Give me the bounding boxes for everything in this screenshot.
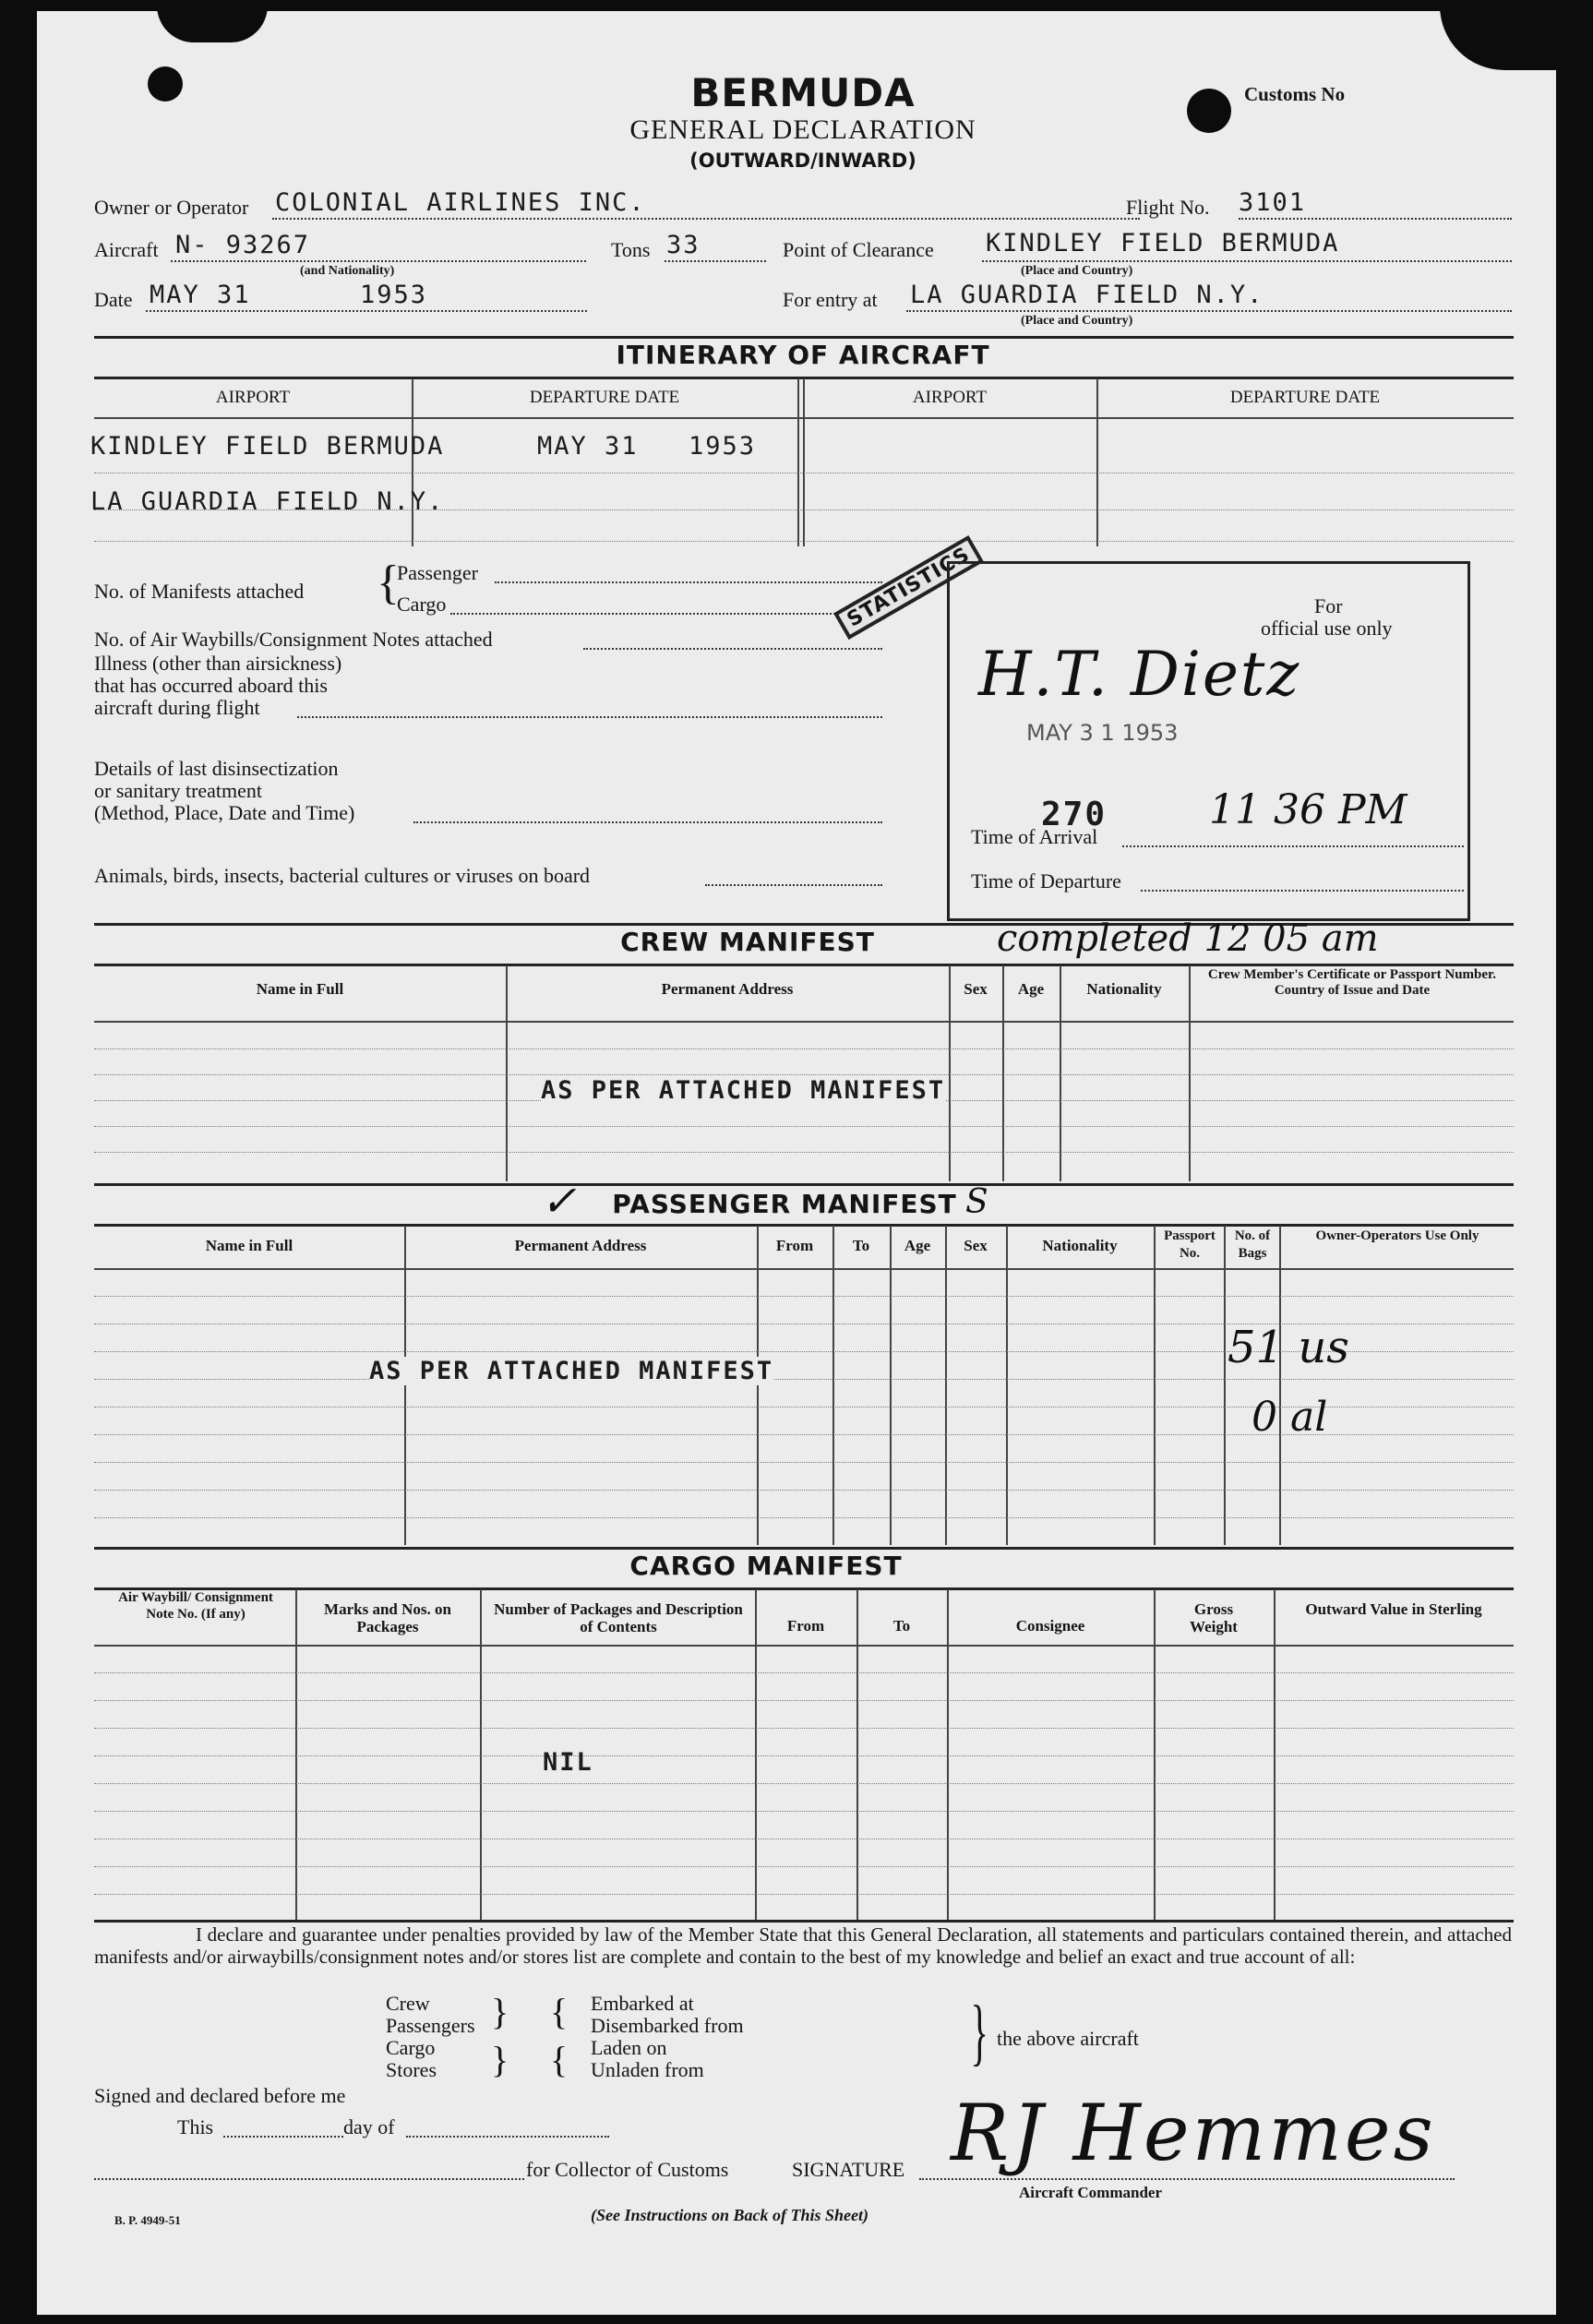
- col-divider: [797, 378, 799, 546]
- cargo-col-marks: Marks and Nos. on Packages: [324, 1600, 451, 1635]
- collector-line: [94, 2178, 524, 2180]
- col-divider: [506, 965, 508, 1181]
- col-divider: [757, 1226, 759, 1545]
- crew-col-age: Age: [1017, 980, 1045, 998]
- decl-laden: Laden on: [591, 2036, 667, 2059]
- col-divider: [890, 1226, 892, 1545]
- pax-col-sex: Sex: [964, 1237, 988, 1254]
- time-arrival-line: [1122, 845, 1464, 847]
- rule: [94, 1547, 1514, 1550]
- cargo-col-weight: Gross Weight: [1190, 1600, 1238, 1635]
- rule: [94, 1587, 1514, 1590]
- flight-value: 3101: [1239, 188, 1307, 217]
- col-divider: [480, 1589, 482, 1920]
- date-value-md: MAY 31: [150, 281, 251, 309]
- form-number: B. P. 4949-51: [114, 2213, 181, 2227]
- row-line: [94, 1126, 1514, 1127]
- cargo-col-from: From: [786, 1617, 825, 1635]
- pax-col-from: From: [775, 1237, 814, 1254]
- crew-note: completed 12 05 am: [997, 917, 1379, 960]
- manifest-brace: {: [377, 557, 400, 609]
- aircraft-value: N- 93267: [175, 231, 311, 259]
- row-line: [94, 1517, 1514, 1518]
- disinsect-1: Details of last disinsectization: [94, 757, 339, 780]
- day-line: [406, 2136, 609, 2138]
- row-line: [94, 1296, 1514, 1297]
- torn-edge-mark: [1440, 6, 1560, 70]
- animals-line: [705, 884, 882, 886]
- decl-passengers: Passengers: [386, 2014, 475, 2037]
- pax-col-nationality: Nationality: [1042, 1237, 1118, 1254]
- form-subtitle: (OUTWARD/INWARD): [689, 150, 916, 172]
- date-line: [146, 310, 587, 312]
- official-use-label: official use only: [1261, 617, 1393, 640]
- illness-line: [297, 716, 882, 718]
- disinsect-3: (Method, Place, Date and Time): [94, 801, 355, 824]
- row-line: [94, 1700, 1514, 1701]
- row-line: [94, 1728, 1514, 1729]
- country-title: BERMUDA: [690, 70, 916, 115]
- rule: [94, 417, 1514, 419]
- rule: [94, 1920, 1514, 1923]
- tons-label: Tons: [611, 238, 651, 261]
- decl-disembarked: Disembarked from: [591, 2014, 744, 2037]
- official-number: 270: [1041, 796, 1108, 833]
- owner-label: Owner or Operator: [94, 196, 249, 219]
- itinerary-row1-airport: KINDLEY FIELD BERMUDA: [90, 432, 445, 461]
- passenger-note-2: 0 al: [1252, 1394, 1328, 1441]
- date-label: Date: [94, 288, 133, 311]
- decl-embarked: Embarked at: [591, 1992, 694, 2015]
- declaration-text: I declare and guarantee under penalties provided by law of the Member State that this General Declaration, all statements and particulars contained therein, and attached manifests and/or airwaybills/consignment notes and/or stores list are complete and contain to the best of my knowledge and belief an exact and true account of all:: [94, 1923, 1512, 1968]
- cargo-col-packages: Number of Packages and Description of Contents: [494, 1600, 743, 1635]
- cargo-col-to: To: [892, 1617, 911, 1635]
- for-label: For: [1314, 594, 1343, 617]
- entry-line: [906, 310, 1512, 312]
- time-departure-label: Time of Departure: [971, 869, 1121, 892]
- passenger-label: Passenger: [397, 561, 478, 584]
- col-divider: [1224, 1226, 1226, 1545]
- rule: [94, 1268, 1514, 1270]
- col-divider: [1006, 1226, 1008, 1545]
- brace: }: [491, 2039, 509, 2080]
- flight-line: [1239, 218, 1512, 220]
- col-divider: [1154, 1589, 1156, 1920]
- decl-unladen: Unladen from: [591, 2058, 704, 2081]
- decl-this: This: [177, 2115, 214, 2138]
- crew-col-sex: Sex: [964, 980, 988, 998]
- tons-line: [665, 260, 766, 262]
- punch-hole: [1187, 89, 1231, 133]
- brace: {: [550, 2039, 569, 2080]
- owner-value: COLONIAL AIRLINES INC.: [275, 188, 646, 217]
- col-divider: [949, 965, 951, 1181]
- form-title: GENERAL DECLARATION: [629, 114, 976, 145]
- punch-hole: [148, 66, 183, 102]
- customs-no-label: Customs No: [1244, 83, 1346, 105]
- this-line: [223, 2136, 343, 2138]
- brace: {: [550, 1991, 569, 2032]
- statistics-stamp: STATISTICS: [833, 535, 984, 640]
- officer-signature: H.T. Dietz: [978, 639, 1301, 710]
- pax-col-bags: No. of Bags: [1234, 1228, 1271, 1261]
- flight-label: Flight No.: [1126, 196, 1210, 219]
- passenger-title-suffix: S: [965, 1183, 988, 1221]
- pax-col-name: Name in Full: [205, 1237, 293, 1254]
- time-arrival-value: 11 36 PM: [1209, 786, 1407, 833]
- rule: [94, 1645, 1514, 1647]
- disinsect-2: or sanitary treatment: [94, 779, 263, 802]
- box-edge: [1467, 561, 1470, 921]
- illness-3: aircraft during flight: [94, 696, 260, 719]
- crew-col-nationality: Nationality: [1086, 980, 1162, 998]
- aircraft-label: Aircraft: [94, 238, 159, 261]
- itinerary-row1-date-year: 1953: [689, 432, 757, 461]
- row-line: [94, 1152, 1514, 1153]
- col-divider: [1279, 1226, 1281, 1545]
- rule: [94, 1183, 1514, 1186]
- pax-col-age: Age: [904, 1237, 931, 1254]
- col-divider: [945, 1226, 947, 1545]
- instructions: (See Instructions on Back of This Sheet): [591, 2206, 869, 2224]
- illness-1: Illness (other than airsickness): [94, 652, 342, 675]
- cargo-body: NIL: [543, 1748, 593, 1777]
- row-line: [94, 1048, 1514, 1049]
- row-line: [94, 1672, 1514, 1673]
- col-airport-2: AIRPORT: [912, 388, 988, 407]
- waybills-label: No. of Air Waybills/Consignment Notes attached: [94, 628, 493, 651]
- owner-line: [272, 218, 1140, 220]
- disinsect-line: [413, 821, 882, 823]
- decl-signature-label: SIGNATURE: [792, 2158, 905, 2181]
- cargo-label: Cargo: [397, 593, 447, 616]
- row-line: [94, 1074, 1514, 1075]
- decl-cargo: Cargo: [386, 2036, 436, 2059]
- col-divider: [1274, 1589, 1276, 1920]
- crew-title: CREW MANIFEST: [620, 927, 875, 957]
- itinerary-title: ITINERARY OF AIRCRAFT: [616, 340, 990, 370]
- col-divider: [404, 1226, 406, 1545]
- animals-label: Animals, birds, insects, bacterial cultures or viruses on board: [94, 864, 591, 887]
- decl-stores: Stores: [386, 2058, 437, 2081]
- pax-col-owner: Owner-Operators Use Only: [1315, 1228, 1479, 1243]
- time-arrival-label: Time of Arrival: [971, 825, 1098, 848]
- clearance-line: [982, 260, 1512, 262]
- rule: [94, 964, 1514, 966]
- entry-label: For entry at: [783, 288, 878, 311]
- aircraft-line: [171, 260, 586, 262]
- cargo-title: CARGO MANIFEST: [629, 1551, 903, 1581]
- decl-day-of: day of: [343, 2115, 395, 2138]
- row-line: [94, 1811, 1514, 1812]
- decl-signed: Signed and declared before me: [94, 2084, 346, 2107]
- col-divider: [947, 1589, 949, 1920]
- commander-signature: RJ Hemmes: [951, 2088, 1436, 2178]
- row-line: [94, 1462, 1514, 1463]
- passenger-body: AS PER ATTACHED MANIFEST: [369, 1357, 774, 1385]
- passenger-note-1: 51 us: [1228, 1322, 1349, 1373]
- cargo-col-value: Outward Value in Sterling: [1305, 1600, 1482, 1618]
- passenger-line: [495, 581, 882, 583]
- cargo-line: [450, 613, 882, 615]
- rule: [94, 1224, 1514, 1227]
- decl-above: the above aircraft: [997, 2027, 1139, 2050]
- date-value-year: 1953: [360, 281, 428, 309]
- crew-col-name: Name in Full: [256, 980, 344, 998]
- itinerary-row2-airport: LA GUARDIA FIELD N.Y.: [90, 487, 445, 516]
- col-divider: [856, 1589, 858, 1920]
- signature-line: [919, 2178, 1455, 2180]
- rule: [94, 336, 1514, 339]
- row-line: [94, 541, 1514, 542]
- manifests-label: No. of Manifests attached: [94, 580, 305, 603]
- decl-commander: Aircraft Commander: [1019, 2184, 1163, 2201]
- date-stamp: MAY 3 1 1953: [1026, 720, 1179, 746]
- decl-crew: Crew: [386, 1992, 430, 2015]
- itinerary-row1-date-md: MAY 31: [537, 432, 639, 461]
- entry-note: (Place and Country): [1021, 314, 1133, 328]
- entry-value: LA GUARDIA FIELD N.Y.: [910, 281, 1264, 309]
- torn-edge-mark: [157, 6, 268, 42]
- row-line: [94, 1379, 1514, 1380]
- col-airport: AIRPORT: [215, 388, 291, 407]
- col-divider: [755, 1589, 757, 1920]
- crew-body: AS PER ATTACHED MANIFEST: [541, 1076, 946, 1105]
- time-departure-line: [1141, 890, 1464, 892]
- crew-col-certificate: Crew Member's Certificate or Passport Number. Country of Issue and Date: [1207, 967, 1497, 998]
- row-line: [94, 1755, 1514, 1756]
- brace: }: [491, 1991, 509, 2032]
- col-divider: [1060, 965, 1061, 1181]
- col-divider: [1154, 1226, 1156, 1545]
- col-departure-2: DEPARTURE DATE: [1229, 388, 1381, 407]
- illness-2: that has occurred aboard this: [94, 674, 328, 697]
- row-line: [94, 1783, 1514, 1784]
- cargo-col-waybill: Air Waybill/ Consignment Note No. (If any): [118, 1590, 273, 1622]
- tons-value: 33: [666, 231, 701, 259]
- col-divider: [1002, 965, 1004, 1181]
- passenger-check: ✓: [541, 1176, 577, 1226]
- row-line: [94, 1490, 1514, 1491]
- aircraft-note: (and Nationality): [300, 264, 395, 278]
- clearance-value: KINDLEY FIELD BERMUDA: [986, 229, 1340, 258]
- rule: [94, 1021, 1514, 1023]
- clearance-note: (Place and Country): [1021, 264, 1133, 278]
- clearance-label: Point of Clearance: [783, 238, 934, 261]
- row-line: [94, 1894, 1514, 1895]
- declaration-sheet: [37, 11, 1556, 2315]
- col-departure: DEPARTURE DATE: [529, 388, 680, 407]
- col-divider: [832, 1226, 834, 1545]
- waybills-line: [583, 648, 882, 650]
- passenger-title: PASSENGER MANIFEST: [612, 1189, 957, 1219]
- crew-col-address: Permanent Address: [661, 980, 794, 998]
- pax-col-to: To: [852, 1237, 870, 1254]
- brace: }: [970, 1992, 988, 2073]
- pax-col-passport: Passport No.: [1164, 1228, 1216, 1261]
- cargo-col-consignee: Consignee: [1015, 1617, 1085, 1635]
- row-line: [94, 1866, 1514, 1867]
- col-divider: [295, 1589, 297, 1920]
- pax-col-address: Permanent Address: [514, 1237, 647, 1254]
- decl-collector: for Collector of Customs: [526, 2158, 729, 2181]
